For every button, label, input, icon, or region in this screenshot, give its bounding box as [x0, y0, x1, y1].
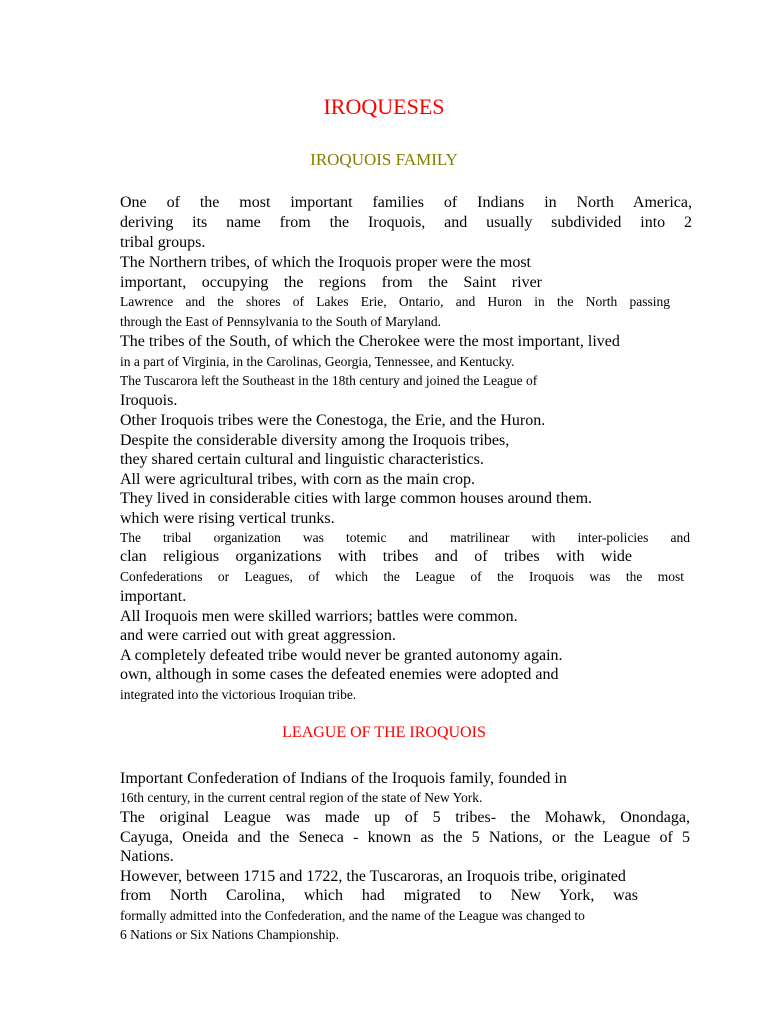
text-line: However, between 1715 and 1722, the Tuscaroras, an Iroquois tribe, originated — [120, 868, 626, 885]
text-line: through the East of Pennsylvania to the South of Maryland. — [120, 314, 441, 329]
text-line: They lived in considerable cities with large common houses around them. — [120, 490, 593, 507]
text-line: Despite the considerable diversity among the Iroquois tribes, — [120, 432, 510, 449]
text-line: clan religious organizations with tribes and of tribes with wide — [120, 548, 632, 565]
text-line: from North Carolina, which had migrated to New York, was — [120, 887, 638, 904]
text-line: The original League was made up of 5 tribes- the Mohawk, Onondaga, — [120, 809, 690, 826]
text-line: Important Confederation of Indians of the Iroquois family, founded in — [120, 770, 567, 787]
section-heading-league-of-the-iroquois: LEAGUE OF THE IROQUOIS — [282, 724, 486, 741]
text-line: in a part of Virginia, in the Carolinas, Georgia, Tennessee, and Kentucky. — [120, 354, 515, 369]
text-line: All were agricultural tribes, with corn as the main crop. — [120, 471, 475, 488]
text-line: important. — [120, 588, 187, 605]
document-title: IROQUESES — [323, 94, 445, 119]
text-line: important, occupying the regions from the Saint river — [120, 274, 542, 291]
text-line: Other Iroquois tribes were the Conestoga, the Erie, and the Huron. — [120, 412, 546, 429]
text-line: The tribes of the South, of which the Cherokee were the most important, lived — [120, 333, 620, 350]
text-line: which were rising vertical trunks. — [120, 510, 335, 527]
text-line: Nations. — [120, 848, 174, 865]
text-line: The Tuscarora left the Southeast in the 18th century and joined the League of — [120, 373, 538, 388]
text-line: they shared certain cultural and linguistic characteristics. — [120, 451, 484, 468]
text-line: and were carried out with great aggression. — [120, 627, 396, 644]
section-heading-iroquois-family: IROQUOIS FAMILY — [310, 150, 458, 169]
text-line: 16th century, in the current central region of the state of New York. — [120, 790, 483, 805]
text-line: tribal groups. — [120, 234, 206, 251]
text-line: own, although in some cases the defeated enemies were adopted and — [120, 666, 559, 683]
text-line: formally admitted into the Confederation, and the name of the League was changed to — [120, 908, 585, 923]
text-line: 6 Nations or Six Nations Championship. — [120, 927, 339, 942]
text-line: A completely defeated tribe would never be granted autonomy again. — [120, 647, 563, 664]
text-line: All Iroquois men were skilled warriors; battles were common. — [120, 608, 518, 625]
text-line: Cayuga, Oneida and the Seneca - known as the 5 Nations, or the League of 5 — [120, 829, 690, 846]
text-line: Iroquois. — [120, 392, 178, 409]
text-line: integrated into the victorious Iroquian tribe. — [120, 687, 357, 702]
text-line: The tribal organization was totemic and matrilinear with inter-policies and — [120, 530, 690, 545]
text-line: One of the most important families of Indians in North America, — [120, 194, 692, 211]
text-line: The Northern tribes, of which the Iroquois proper were the most — [120, 254, 531, 271]
text-line: Confederations or Leagues, of which the League of the Iroquois was the most — [120, 569, 684, 584]
text-line: Lawrence and the shores of Lakes Erie, Ontario, and Huron in the North passing — [120, 294, 670, 309]
text-line: deriving its name from the Iroquois, and usually subdivided into 2 — [120, 214, 692, 231]
